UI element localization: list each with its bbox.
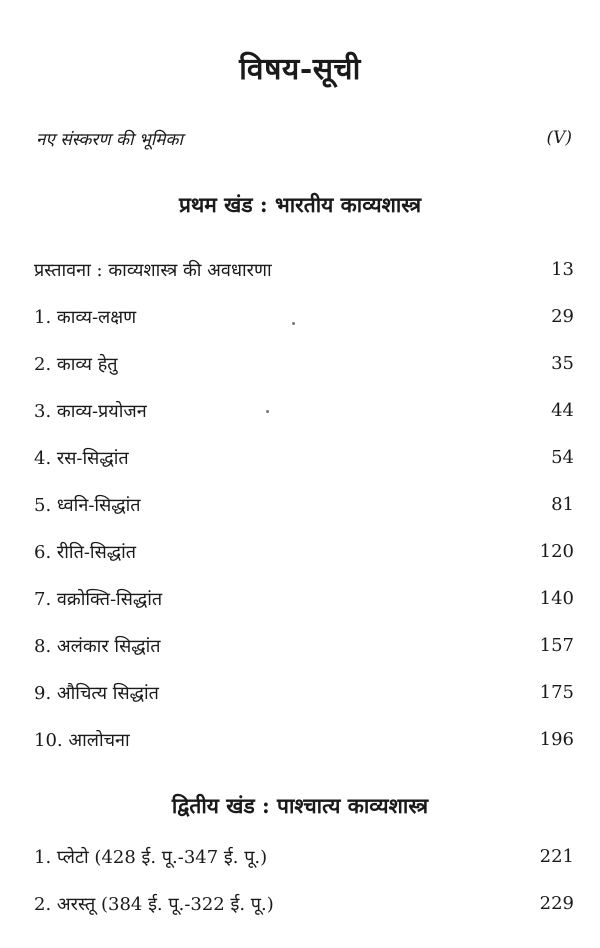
- toc-entry[interactable]: [34, 340, 574, 387]
- toc-entry[interactable]: [34, 880, 574, 927]
- entry-page: 221: [539, 846, 574, 867]
- paper-speck: [266, 410, 269, 413]
- entry-page: 196: [539, 729, 574, 750]
- toc-entry[interactable]: [34, 528, 574, 575]
- entry-label: 10. आलोचना: [34, 729, 130, 751]
- entry-label: 7. वक्रोक्ति-सिद्धांत: [34, 588, 163, 610]
- toc-entry[interactable]: [34, 669, 574, 716]
- section-heading-indian-poetics: प्रथम खंड : भारतीय काव्यशास्त्र: [178, 192, 422, 217]
- section-heading-western-poetics: द्वितीय खंड : पाश्चात्य काव्यशास्त्र: [171, 793, 429, 818]
- entry-page: 157: [539, 635, 574, 656]
- entry-page: 54: [551, 447, 574, 468]
- entry-page: 175: [539, 682, 574, 703]
- toc-entry[interactable]: [34, 293, 574, 340]
- entry-page: 120: [539, 541, 574, 562]
- entry-page: 229: [539, 893, 574, 914]
- toc-entry[interactable]: [34, 246, 574, 293]
- toc-entry[interactable]: [34, 833, 574, 880]
- toc-title: विषय-सूची: [239, 52, 361, 87]
- preface-page: (V): [546, 128, 572, 148]
- entry-label: 1. प्लेटो (428 ई. पू.-347 ई. पू.): [34, 846, 268, 868]
- entry-label: 2. अरस्तू (384 ई. पू.-322 ई. पू.): [34, 893, 274, 915]
- toc-entry[interactable]: [34, 481, 574, 528]
- preface-label: नए संस्करण की भूमिका: [36, 129, 183, 150]
- entry-label: 3. काव्य-प्रयोजन: [34, 400, 147, 422]
- toc-entry[interactable]: [34, 387, 574, 434]
- entry-page: 140: [539, 588, 574, 609]
- entry-page: 13: [551, 259, 574, 280]
- entry-label: 1. काव्य-लक्षण: [34, 306, 137, 328]
- entry-page: 29: [551, 306, 574, 327]
- entry-label: 4. रस-सिद्धांत: [34, 447, 129, 469]
- entry-page: 44: [551, 400, 574, 421]
- entry-label: प्रस्तावना : काव्यशास्त्र की अवधारणा: [34, 259, 272, 281]
- entry-label: 8. अलंकार सिद्धांत: [34, 635, 161, 657]
- preface-entry[interactable]: [36, 124, 572, 152]
- toc-entry[interactable]: [34, 575, 574, 622]
- entry-label: 2. काव्य हेतु: [34, 353, 118, 375]
- entry-label: 5. ध्वनि-सिद्धांत: [34, 494, 141, 516]
- entry-label: 6. रीति-सिद्धांत: [34, 541, 137, 563]
- toc-entry[interactable]: [34, 716, 574, 763]
- entry-page: 81: [551, 494, 574, 515]
- toc-entry[interactable]: [34, 622, 574, 669]
- entry-label: 9. औचित्य सिद्धांत: [34, 682, 159, 704]
- toc-list-part-two: [34, 833, 574, 927]
- toc-list-part-one: [34, 246, 574, 763]
- toc-entry[interactable]: [34, 434, 574, 481]
- entry-page: 35: [551, 353, 574, 374]
- paper-speck: [292, 322, 295, 325]
